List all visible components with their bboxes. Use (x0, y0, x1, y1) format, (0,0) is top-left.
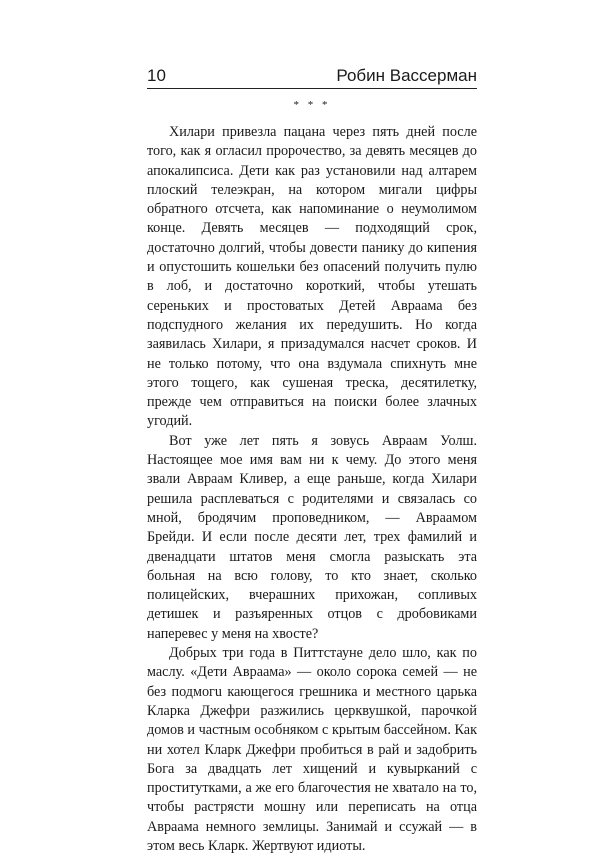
page-number: 10 (147, 66, 166, 85)
paragraph: Добрых три года в Питтстауне дело шло, как по маслу. «Дети Авраама» — около сорока семей — не без подмогu кающегося грешника и местного царька Кларка Джефри разжились церквушкой, парочкой домов и частным особняком с крытым бассейном. Как ни хотел Кларк Джефри пробиться в рай и задобрить Бога за двадцать лет хищений и кувырканий с проститутками, а же его благочестия не хватало на то, чтобы растрясти мошну или переписать на отца Авраама немного землицы. Занимай и ссужай — в этом весь Кларк. Жертвуют идиоты. (147, 645, 477, 854)
body-text (147, 123, 477, 856)
section-break-asterisks: * * * (293, 99, 331, 111)
paragraph: Хилари привезла пацана через пять дней после того, как я огласил пророчество, за девять месяцев до апокалипсиса. Дети как раз установили над алтарем плоский телеэкран, на котором мигали цифры обратного отсчета, как напоминание о неумолимом конце. Девять месяцев — подходящий срок, достаточно долгий, чтобы довести панику до кипения и опустошить кошельки без опасений получить пулю в лоб, и достаточно короткий, чтобы утешать сереньких и простоватых Детей Авраама без подспудного желания их передушить. Но когда заявилась Хилари, я призадумался насчет сроков. И не только потому, что она вздумала спихнуть мне этого тощего, как сушеная треска, десятилетку, прежде чем отправиться на поиски более злачных угодий. (147, 124, 477, 430)
page-header (147, 66, 477, 88)
running-head-author: Робин Вассерман (336, 66, 477, 85)
paragraph: Вот уже лет пять я зовусь Авраам Уолш. Настоящее мое имя вам ни к чему. До этого меня звали Авраам Кливер, а еще раньше, когда Хилари решила расплеваться с родителями и связалась со мной, бродячим проповедником, — Авраамом Брейди. И если после десяти лет, трех фамилий и двенадцати штатов меня смогла разыскать эта больная на всю голову, то кто знает, сколько полицейских, вчерашних прихожан, сопливых детишек и разъяренных отцов с дробовиками наперевес у меня на хвосте? (147, 432, 477, 642)
header-rule (147, 88, 477, 89)
